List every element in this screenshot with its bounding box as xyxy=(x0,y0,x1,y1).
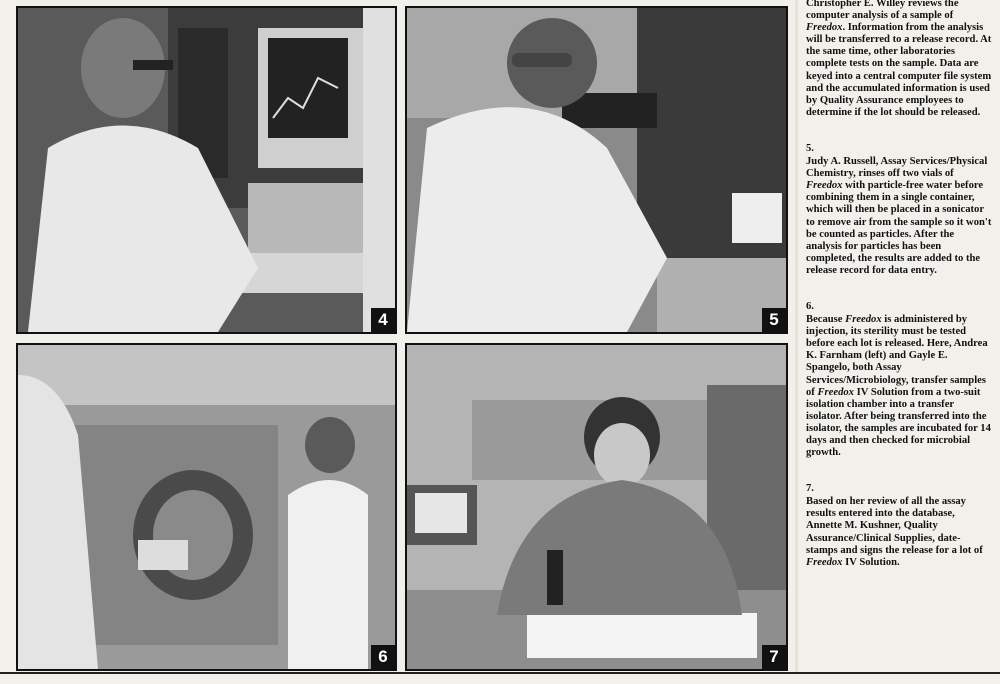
photo-5-illustration xyxy=(407,8,786,332)
photo-5-rinsing-vials xyxy=(405,6,788,334)
caption-column xyxy=(806,0,992,569)
caption-7 xyxy=(806,496,992,569)
caption-4-text-b: . Information from the analysis will be transferred to a release record. At the same time, other laboratories complete tests on the sample. Data are keyed into a central computer file system and the accumulated information is used by Quality Assurance employees to determine if the lot should be released. xyxy=(806,22,992,118)
caption-6-text-b: is administered by injection, its sterility must be tested before each lot is released. Here, Andrea K. Farnham (left) and Gayle E. Spangelo, both Assay Services/Microbiology, transfer samples of xyxy=(806,314,988,398)
caption-4 xyxy=(806,0,992,119)
caption-5 xyxy=(806,156,992,277)
caption-7-text-b: IV Solution. xyxy=(842,556,900,568)
caption-6-text-a: Because xyxy=(806,314,846,326)
gutter xyxy=(795,0,798,672)
caption-6 xyxy=(806,314,992,459)
caption-7-product: Freedox xyxy=(806,556,843,568)
bottom-rule xyxy=(0,672,1000,674)
photo-6-number: 6 xyxy=(371,645,395,669)
caption-4-product: Freedox xyxy=(806,22,843,34)
caption-6-product-b: Freedox xyxy=(817,386,854,398)
photo-5-number: 5 xyxy=(762,308,786,332)
photo-4-computer-analysis xyxy=(16,6,397,334)
photo-7-illustration xyxy=(407,345,786,669)
caption-7-text-a: Based on her review of all the assay results entered into the database, Annette M. Kushner, Quality Assurance/Clinical Supplies, date-stamps and signs the release for a lot of xyxy=(806,496,983,556)
caption-5-product: Freedox xyxy=(806,180,843,192)
photo-4-number: 4 xyxy=(371,308,395,332)
caption-5-text-a: Judy A. Russell, Assay Services/Physical Chemistry, rinses off two vials of xyxy=(806,156,988,180)
caption-6-product-a: Freedox xyxy=(845,314,882,326)
photo-6-illustration xyxy=(18,345,395,669)
photo-7-signing-release xyxy=(405,343,788,671)
photo-4-illustration xyxy=(18,8,395,332)
photo-6-isolation-chamber xyxy=(16,343,397,671)
caption-5-text-b: with particle-free water before combining them in a single container, which will then be placed in a sonicator to remove air from the sample so it won't be counted as particles. After the analysis for particles has been completed, the results are added to the release record for data entry. xyxy=(806,180,992,276)
caption-6-text-c: IV Solution from a two-suit isolation chamber into a transfer isolator. After being transferred into the isolator, the samples are incubated for 14 days and then checked for microbial growth. xyxy=(806,386,991,459)
photo-7-number: 7 xyxy=(762,645,786,669)
caption-5-number: 5. xyxy=(806,142,814,154)
caption-4-text-a: Christopher E. Willey reviews the computer analysis of a sample of xyxy=(806,0,959,22)
caption-6-number: 6. xyxy=(806,300,814,312)
caption-7-number: 7. xyxy=(806,483,814,495)
